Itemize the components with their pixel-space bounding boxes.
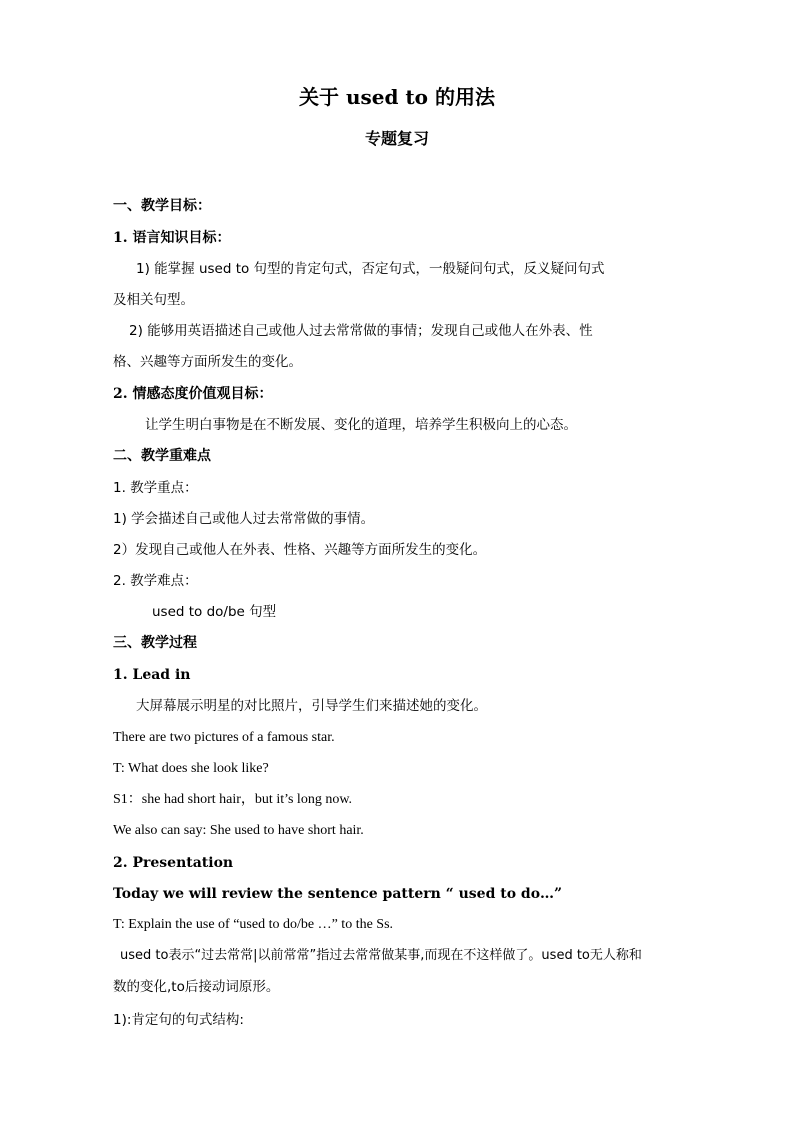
dialogue-line: S1：she had short hair，but it’s long now. [113, 792, 353, 807]
list-item: 2）发现自己或他人在外表、性格、兴趣等方面所发生的变化。 [113, 542, 487, 558]
list-item: 1. 教学重点： [113, 480, 198, 496]
subheading-language-knowledge: 1. 语言知识目标： [113, 230, 231, 246]
paragraph-line: 1) 能掌握 used to 句型的肯定句式，否定句式，一般疑问句式，反义疑问句式 [136, 261, 605, 277]
dialogue-line: T: Explain the use of “used to do/be …” to the Ss. [113, 917, 394, 932]
paragraph-line: 大屏幕展示明星的对比照片，引导学生们来描述她的变化。 [136, 698, 487, 714]
paragraph-line: 格、兴趣等方面所发生的变化。 [113, 354, 302, 370]
paragraph-line: 让学生明白事物是在不断发展、变化的道理，培养学生积极向上的心态。 [145, 417, 577, 433]
paragraph-line: 1):肯定句的句式结构: [113, 1012, 244, 1028]
document-title: 关于 used to 的用法 [299, 85, 495, 109]
list-item: 2. 教学难点： [113, 573, 198, 589]
section-heading-objectives: 一、教学目标： [113, 198, 211, 214]
subheading-presentation: 2. Presentation [113, 855, 234, 871]
paragraph-line: used to表示“过去常常|以前常常”指过去常常做某事,而现在不这样做了。used to无人称和 [120, 948, 642, 963]
paragraph-line: 数的变化,to后接动词原形。 [113, 979, 280, 995]
presentation-statement: Today we will review the sentence pattern “ used to do…” [113, 886, 563, 902]
section-heading-process: 三、教学过程 [113, 635, 197, 651]
document-subtitle: 专题复习 [364, 129, 429, 148]
list-item: used to do/be 句型 [152, 604, 277, 620]
subheading-lead-in: 1. Lead in [113, 667, 191, 683]
section-heading-key-points: 二、教学重难点 [113, 448, 211, 464]
subheading-attitude: 2. 情感态度价值观目标： [113, 386, 273, 402]
list-item: 1) 学会描述自己或他人过去常常做的事情。 [113, 511, 375, 527]
dialogue-line: We also can say: She used to have short hair. [113, 823, 364, 838]
dialogue-line: T: What does she look like? [113, 761, 269, 776]
paragraph-line: 及相关句型。 [113, 292, 194, 308]
paragraph-line: 2) 能够用英语描述自己或他人过去常常做的事情；发现自己或他人在外表、性 [129, 323, 593, 339]
dialogue-line: There are two pictures of a famous star. [113, 730, 335, 745]
